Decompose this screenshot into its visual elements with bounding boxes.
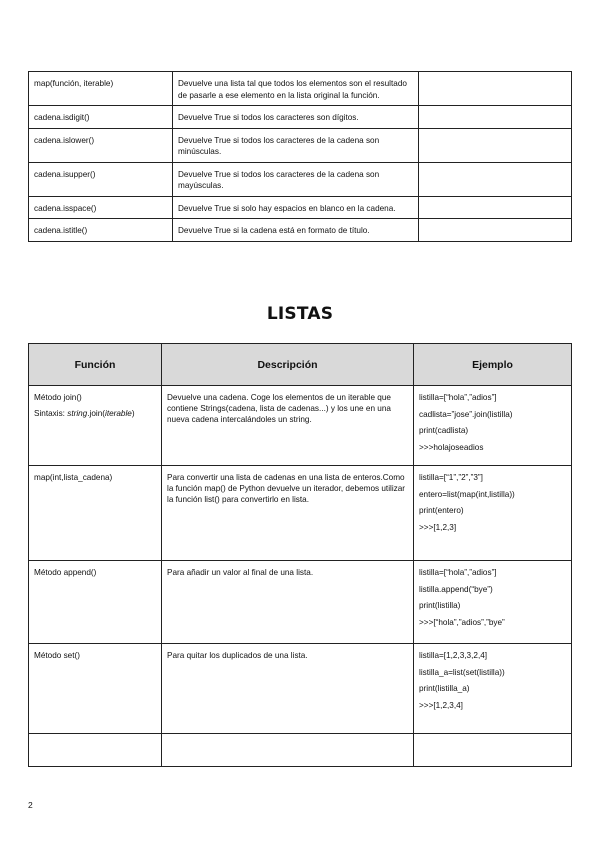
example-cell [414, 644, 572, 734]
method-cell: cadena.isupper() [29, 162, 173, 196]
description-cell: Devuelve True si todos los caracteres son dígitos. [173, 106, 419, 129]
table-row [29, 162, 572, 196]
table-row [29, 466, 572, 561]
string-methods-table [28, 71, 572, 242]
example-line: >>>[1,2,3,4] [419, 700, 463, 710]
empty-cell [29, 734, 162, 767]
example-line: listilla=[“hola”,”adios”] [419, 568, 497, 577]
description-cell: Devuelve True si la cadena está en formato de título. [173, 219, 419, 242]
table-row [29, 386, 572, 466]
empty-cell [414, 734, 572, 767]
description-cell: Devuelve una cadena. Coge los elementos de un iterable que contiene Strings(cadena, lista de cadenas...) y los une en una nueva cadena intercalándoles un string. [162, 386, 414, 466]
method-cell: cadena.istitle() [29, 219, 173, 242]
example-cell [419, 162, 572, 196]
function-cell [29, 644, 162, 734]
table-row [29, 561, 572, 644]
page-number: 2 [28, 800, 33, 810]
table-row [29, 219, 572, 242]
table-row [29, 644, 572, 734]
syntax-prefix: Sintaxis: [34, 409, 68, 418]
example-line: >>>holajoseadios [419, 442, 484, 452]
example-line: print(listilla_a) [419, 684, 470, 693]
table-row [29, 196, 572, 219]
example-line: listilla.append(“bye”) [419, 584, 493, 594]
example-cell [419, 219, 572, 242]
header-function: Función [29, 344, 162, 386]
syntax-suffix: ) [131, 409, 135, 418]
function-name: Método set() [34, 651, 80, 660]
function-cell [29, 561, 162, 644]
syntax-argument: iterable [105, 409, 132, 418]
table-row [29, 128, 572, 162]
description-cell: Devuelve True si todos los caracteres de la cadena son mayúsculas. [173, 162, 419, 196]
example-cell [419, 72, 572, 106]
method-cell: cadena.isspace() [29, 196, 173, 219]
example-line: entero=list(map(int,listilla)) [419, 489, 515, 499]
example-line: listilla=[“1”,”2”,”3”] [419, 473, 483, 482]
list-methods-table [28, 343, 572, 767]
section-title: LISTAS [266, 304, 334, 324]
description-cell: Devuelve True si todos los caracteres de la cadena son minúsculas. [173, 128, 419, 162]
example-line: print(listilla) [419, 601, 461, 610]
table-header-row [29, 344, 572, 386]
example-line: print(cadlista) [419, 426, 469, 435]
example-cell [419, 128, 572, 162]
example-line: listilla=[1,2,3,3,2,4] [419, 651, 488, 660]
table-row [29, 72, 572, 106]
example-cell [414, 561, 572, 644]
example-cell [414, 386, 572, 466]
description-cell: Para añadir un valor al final de una lista. [162, 561, 414, 644]
example-line: listilla_a=list(set(listilla)) [419, 667, 505, 677]
syntax-method: .join( [87, 409, 105, 418]
method-cell: map(función, iterable) [29, 72, 173, 106]
example-cell [419, 106, 572, 129]
syntax-object: string [67, 409, 88, 418]
function-name: Método append() [34, 568, 97, 577]
function-cell [29, 466, 162, 561]
empty-cell [162, 734, 414, 767]
example-line: >>>[1,2,3] [419, 522, 457, 532]
description-cell: Devuelve True si solo hay espacios en blanco en la cadena. [173, 196, 419, 219]
header-example: Ejemplo [414, 344, 572, 386]
example-line: >>>[“hola”,”adios”,”bye” [419, 617, 505, 627]
table-row-empty [29, 734, 572, 767]
example-line: print(entero) [419, 506, 464, 515]
function-cell [29, 386, 162, 466]
function-name: map(int,lista_cadena) [34, 473, 113, 482]
description-cell: Para convertir una lista de cadenas en una lista de enteros.Como la función map() de Python devuelve un iterador, debemos utilizar la función list() para convertirlo en lista. [162, 466, 414, 561]
example-line: cadlista=”jose”.join(listilla) [419, 409, 513, 419]
function-syntax [34, 408, 157, 419]
example-line: listilla=[“hola”,”adios”] [419, 393, 497, 402]
header-description: Descripción [162, 344, 414, 386]
example-cell [419, 196, 572, 219]
method-cell: cadena.islower() [29, 128, 173, 162]
table-row [29, 106, 572, 129]
example-cell [414, 466, 572, 561]
description-cell: Devuelve una lista tal que todos los elementos son el resultado de pasarle a ese elemento en la lista original la función. [173, 72, 419, 106]
method-cell: cadena.isdigit() [29, 106, 173, 129]
function-name: Método join() [34, 393, 82, 402]
description-cell: Para quitar los duplicados de una lista. [162, 644, 414, 734]
